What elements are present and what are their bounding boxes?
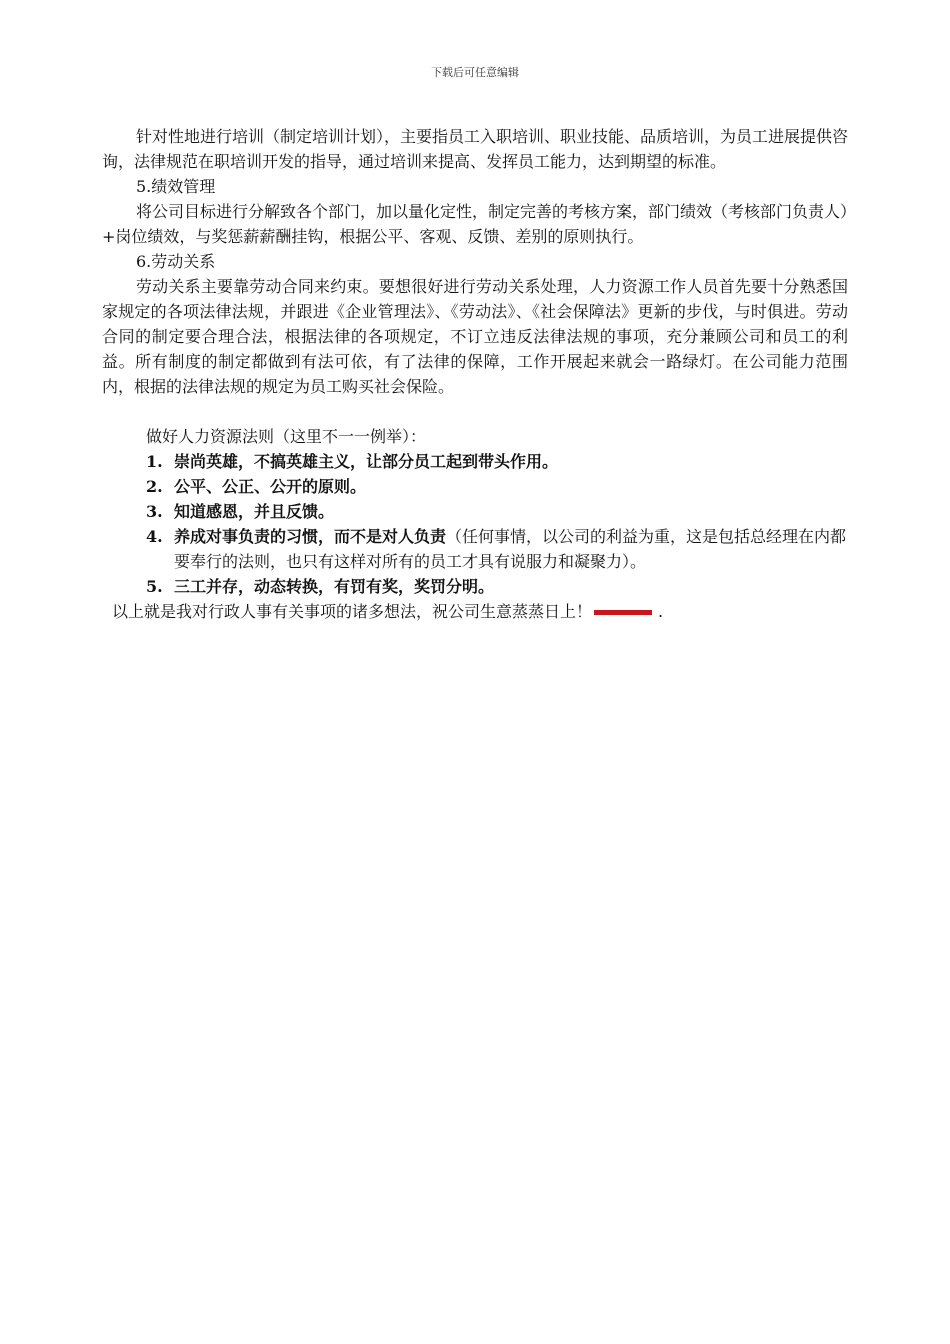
heading-labor-relations: 6.劳动关系 [136, 252, 216, 271]
rule-text [174, 449, 848, 474]
paragraph-labor-relations: 劳动关系主要靠劳动合同来约束。要想很好进行劳动关系处理，人力资源工作人员首先要十分熟悉国家规定的各项法律法规，并跟进《企业管理法》、《劳动法》、《社会保障法》更新的步伐，与时俱进。劳动合同的制定要合理合法，根据法律的各项规定，不订立违反法律法规的事项，充分兼顾公司和员工的利益。所有制度的制定都做到有法可依，有了法律的保障，工作开展起来就会一路绿灯。在公司能力范围内，根据的法律法规的规定为员工购买社会保险。 [102, 277, 848, 396]
heading-performance: 5.绩效管理 [136, 177, 216, 196]
rule-number: 4. [146, 527, 163, 546]
red-redaction-mark [594, 610, 652, 615]
rule-number: 2. [146, 477, 163, 496]
page-header: 下载后可任意编辑 [431, 66, 519, 79]
blank-line [102, 399, 848, 424]
rule-item [146, 574, 848, 599]
closing-trailing: . [658, 602, 664, 621]
rule-bold-text: 知道感恩，并且反馈。 [174, 502, 335, 521]
closing-line [112, 599, 848, 624]
paragraph-performance: 将公司目标进行分解致各个部门，加以量化定性，制定完善的考核方案，部门绩效（考核部门负责人）+岗位绩效，与奖惩薪薪酬挂钩，根据公平、客观、反馈、差别的原则执行。 [102, 202, 849, 246]
rule-item [146, 474, 848, 499]
rule-text [174, 474, 848, 499]
rule-number: 5. [146, 577, 163, 596]
rule-item [146, 449, 848, 474]
closing-text: 以上就是我对行政人事有关事项的诸多想法，祝公司生意蒸蒸日上！ [112, 602, 593, 621]
rule-bold-text: 三工并存，动态转换，有罚有奖，奖罚分明。 [174, 577, 495, 596]
rules-list [102, 449, 848, 599]
rule-text [174, 499, 848, 524]
rule-bold-text: 崇尚英雄，不搞英雄主义，让部分员工起到带头作用。 [174, 452, 559, 471]
rule-number: 3. [146, 502, 163, 521]
rule-text [174, 574, 848, 599]
paragraph-training: 针对性地进行培训（制定培训计划），主要指员工入职培训、职业技能、品质培训，为员工进展提供咨询，法律规范在职培训开发的指导，通过培训来提高、发挥员工能力，达到期望的标准。 [102, 127, 849, 171]
rule-number: 1. [146, 452, 163, 471]
rule-text [174, 524, 848, 574]
document-body [102, 124, 848, 624]
rule-bold-text: 养成对事负责的习惯，而不是对人负责 [174, 527, 447, 546]
rules-intro: 做好人力资源法则（这里不一一例举）： [146, 427, 427, 446]
rule-bold-text: 公平、公正、公开的原则。 [174, 477, 367, 496]
rule-item [146, 499, 848, 524]
rule-item [146, 524, 848, 574]
rule-normal-text: （任何事情，以公司的利益为重，这是包括总经理在内都要奉行的法则，也只有这样对所有的员工才具有说服力和凝聚力）。 [174, 527, 847, 571]
